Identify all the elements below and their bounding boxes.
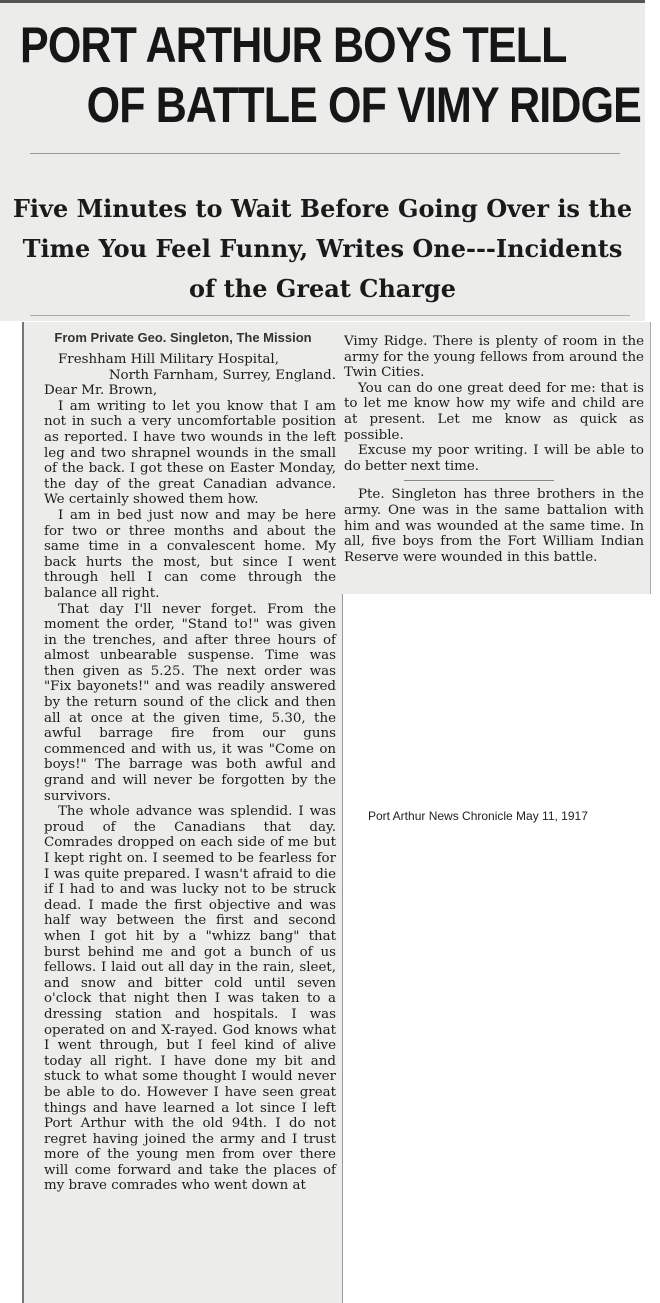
paragraph-3: That day I'll never forget. From the moment the order, "Stand to!" was given in the trenches, and after three hours of almost unbearable suspense. Time was then given as 5.25. The next order was "Fix bayonets!" and was readily answered by the return sound of the click and then all at once at the given time, 5.30, the awful barrage fire from our guns commenced and with us, it was "Come on boys!" The barrage was both awful and grand and will never be forgotten by the survivors. (44, 601, 336, 804)
salutation: Dear Mr. Brown, (44, 383, 158, 399)
byline: From Private Geo. Singleton, The Mission (54, 330, 312, 345)
headline-line-2: OF BATTLE OF VIMY RIDGE (86, 77, 641, 133)
column-divider (404, 480, 554, 481)
deck-line-2: Time You Feel Funny, Writes One---Incidents (22, 234, 623, 263)
deck-line-3: of the Great Charge (188, 274, 457, 303)
paragraph-7: Excuse my poor writing. I will be able to do better next time. (344, 443, 644, 474)
right-column-text (340, 322, 650, 565)
deck-divider (30, 315, 630, 316)
paragraph-5: Vimy Ridge. There is plenty of room in the army for the young fellows from around the Twin Cities. (344, 334, 644, 381)
address-line-1: Freshham Hill Military Hospital, (58, 352, 279, 367)
article-column-right (340, 322, 651, 594)
paragraph-4: The whole advance was splendid. I was proud of the Canadians that day. Comrades dropped on each side of me but I kept right on. I seemed to be fearless for I was quite prepared. I wasn't afraid to die if I had to and was lucky not to be struck dead. I made the first objective and was half way between the first and second when I got hit by a "whizz bang" that burst behind me and got a bunch of us fellows. I laid out all day in the rain, sleet, and snow and bitter cold until seven o'clock that night then I was taken to a dressing station and hospitals. I was operated on and X-rayed. God knows what I went through, but I feel kind of alive today all right. I have done my bit and stuck to what some thought I would never be able to do. However I have seen great things and have learned a lot since I left Port Arthur with the old 94th. I do not regret having joined the army and I trust more of the young men from over there will come forward and take the places of my brave comrades who went down at (44, 804, 336, 1194)
address-line-2: North Farnham, Surrey, England. (108, 367, 336, 383)
source-caption: Port Arthur News Chronicle May 11, 1917 (368, 809, 588, 823)
editor-note: Pte. Singleton has three brothers in the army. One was in the same battalion with him and was wounded at the same time. In all, five boys from the Fort William Indian Reserve were wounded in this battle. (344, 487, 644, 565)
headline-line-1: PORT ARTHUR BOYS TELL (20, 17, 567, 73)
headline-clipping (0, 0, 645, 321)
paragraph-2: I am in bed just now and may be here for two or three months and about the same time in a convalescent home. My back hurts the most, but since I went through hell I can come through the balance all right. (44, 507, 336, 601)
headline-divider (30, 153, 620, 154)
paragraph-1: I am writing to let you know that I am not in such a very uncomfortable position as reported. I have two wounds in the left leg and two shrapnel wounds in the small of the back. I got these on Easter Monday, the day of the great Canadian advance. We certainly showed them how. (44, 398, 336, 508)
article-column-left (22, 322, 343, 1303)
paragraph-6: You can do one great deed for me: that is to let me know how my wife and child are at present. Let me know as quick as possible. (344, 380, 644, 443)
left-column-text (24, 352, 342, 1194)
deck-line-1: Five Minutes to Wait Before Going Over is the (12, 194, 633, 223)
